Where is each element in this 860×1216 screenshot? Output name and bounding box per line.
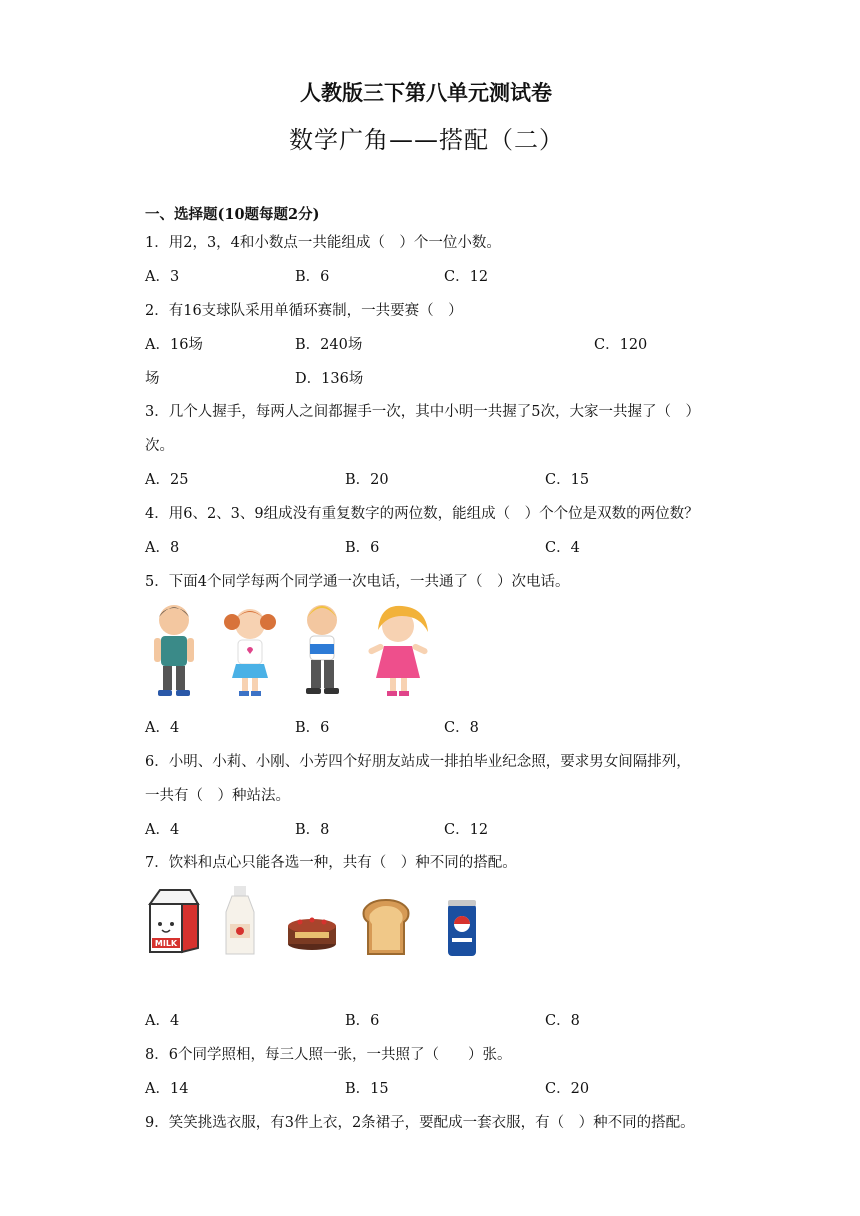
q7-option-c[interactable]: C．8 xyxy=(545,1013,580,1029)
bread-icon xyxy=(364,900,409,954)
q3-option-a[interactable]: A．25 xyxy=(145,472,189,488)
q4-option-a[interactable]: A．8 xyxy=(145,540,180,556)
q6-option-a[interactable]: A．4 xyxy=(145,822,180,838)
q8-option-a[interactable]: A．14 xyxy=(145,1081,189,1097)
question-6: 6．小明、小莉、小刚、小芳四个好朋友站成一排拍毕业纪念照，要求男女间隔排列， xyxy=(145,754,691,770)
q4-option-b[interactable]: B．6 xyxy=(345,540,380,556)
q8-option-c[interactable]: C．20 xyxy=(545,1081,590,1097)
q1-option-c[interactable]: C．12 xyxy=(444,269,489,285)
question-3-cont: 次。 xyxy=(145,438,174,454)
q2-option-d[interactable]: D．136场 xyxy=(295,371,364,387)
section-heading: 一、选择题(10题每题2分) xyxy=(145,206,320,223)
question-6-cont: 一共有（ ）种站法。 xyxy=(145,788,290,804)
q7-option-a[interactable]: A．4 xyxy=(145,1013,180,1029)
q3-option-b[interactable]: B．20 xyxy=(345,472,389,488)
question-2: 2．有16支球队采用单循环赛制，一共要赛（ ） xyxy=(145,303,463,319)
boy-1-figure xyxy=(154,605,194,696)
girl-1-figure xyxy=(224,609,276,696)
q5-option-b[interactable]: B．6 xyxy=(295,720,330,736)
q3-option-c[interactable]: C．15 xyxy=(545,472,590,488)
q5-option-a[interactable]: A．4 xyxy=(145,720,180,736)
boy-2-figure xyxy=(306,605,339,694)
q4-option-c[interactable]: C．4 xyxy=(545,540,580,556)
q2-option-b[interactable]: B．240场 xyxy=(295,337,363,353)
q5-option-c[interactable]: C．8 xyxy=(444,720,479,736)
q1-option-b[interactable]: B．6 xyxy=(295,269,330,285)
question-1: 1．用2，3，4和小数点一共能组成（ ）个一位小数。 xyxy=(145,235,501,251)
question-7: 7．饮料和点心只能各选一种，共有（ ）种不同的搭配。 xyxy=(145,855,517,871)
page-title: 人教版三下第八单元测试卷 xyxy=(300,81,552,105)
girl-2-figure xyxy=(367,606,428,696)
question-5: 5．下面4个同学每两个同学通一次电话，一共通了（ ）次电话。 xyxy=(145,574,570,590)
q2-option-c[interactable]: C．120 xyxy=(594,337,648,353)
q1-option-a[interactable]: A．3 xyxy=(145,269,180,285)
cake-icon xyxy=(288,918,336,951)
question-8: 8．6个同学照相，每三人照一张，一共照了（ ）张。 xyxy=(145,1047,512,1063)
q6-option-b[interactable]: B．8 xyxy=(295,822,330,838)
q2-option-a[interactable]: A．16场 xyxy=(145,337,203,353)
milk-bottle-icon xyxy=(226,886,254,954)
question-4: 4．用6、2、3、9组成没有重复数字的两位数，能组成（ ）个个位是双数的两位数？ xyxy=(145,506,699,522)
q8-option-b[interactable]: B．15 xyxy=(345,1081,389,1097)
food-illustration xyxy=(140,882,490,962)
soda-can-icon xyxy=(448,900,476,956)
question-9: 9．笑笑挑选衣服，有3件上衣，2条裙子，要配成一套衣服，有（ ）种不同的搭配。 xyxy=(145,1115,695,1131)
question-3: 3．几个人握手，每两人之间都握手一次，其中小明一共握了5次，大家一共握了（ ） xyxy=(145,404,700,420)
kids-illustration xyxy=(140,600,440,700)
q7-option-b[interactable]: B．6 xyxy=(345,1013,380,1029)
page-subtitle: 数学广角——搭配（二） xyxy=(289,126,564,154)
svg-text:MILK: MILK xyxy=(154,939,178,948)
milk-carton-icon xyxy=(150,890,198,952)
q6-option-c[interactable]: C．12 xyxy=(444,822,489,838)
q2-option-c-unit: 场 xyxy=(145,371,160,387)
